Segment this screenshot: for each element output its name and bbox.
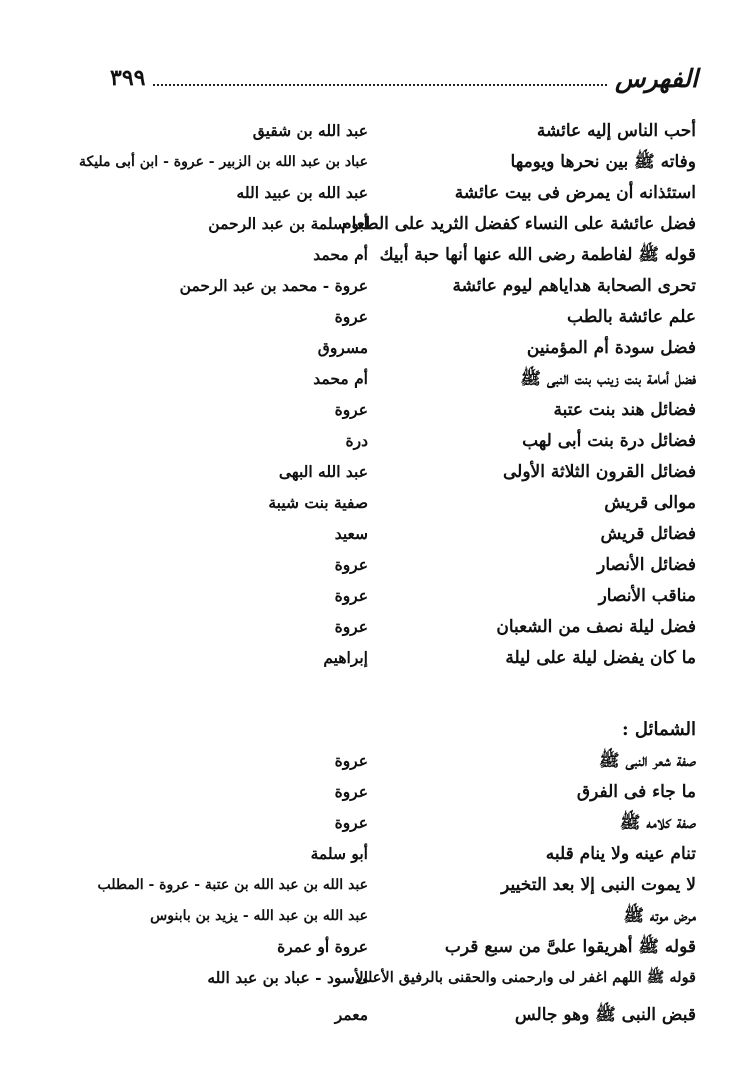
entry-narrator: عبد الله بن عبيد الله (236, 183, 368, 202)
entry-topic: قوله ﷺ أهريقوا علىَّ من سبع قرب (444, 937, 696, 957)
entry-narrator: أم محمد (313, 245, 368, 264)
entry-topic: وفاته ﷺ بين نحرها ويومها (510, 152, 696, 172)
index-row (0, 395, 747, 425)
entry-topic: تنام عينه ولا ينام قلبه (545, 844, 696, 864)
entry-narrator: أم محمد (313, 369, 368, 388)
index-row (0, 839, 747, 869)
entry-narrator: معمر (334, 1005, 368, 1024)
entry-narrator: عباد بن عبد الله بن الزبير - عروة - ابن أبى مليكة (78, 154, 368, 170)
section-heading: الشمائل : (622, 719, 696, 740)
entry-narrator: عروة (334, 751, 368, 770)
entry-topic: فضائل درة بنت أبى لهب (522, 431, 696, 451)
entry-topic: فضل ليلة نصف من الشعبان (496, 617, 696, 637)
entry-narrator: عروة - محمد بن عبد الرحمن (179, 276, 368, 295)
entry-narrator: عروة (334, 782, 368, 801)
index-row (0, 488, 747, 518)
entry-narrator: إبراهيم (323, 648, 368, 667)
entry-narrator: عبد الله البهى (278, 462, 368, 481)
entry-narrator: صفية بنت شيبة (268, 493, 368, 512)
index-row (0, 932, 747, 962)
entry-topic: فضائل الأنصار (597, 555, 696, 575)
index-row (0, 116, 747, 146)
index-row (0, 870, 747, 900)
entry-topic: مناقب الأنصار (598, 586, 696, 606)
entry-topic: فضائل هند بنت عتبة (553, 400, 696, 420)
index-row (0, 147, 747, 177)
index-row (0, 746, 747, 776)
entry-topic: قبض النبى ﷺ وهو جالس (514, 1005, 696, 1025)
entry-topic: صفة شعر النبى ﷺ (599, 751, 696, 771)
index-row (0, 302, 747, 332)
index-row (0, 901, 747, 931)
entry-narrator: سعيد (334, 524, 368, 543)
index-row (0, 550, 747, 580)
entry-narrator: مسروق (317, 338, 368, 357)
entry-topic: فضل سودة أم المؤمنين (526, 338, 696, 358)
page-title: الفهرس (614, 63, 698, 93)
index-row (0, 612, 747, 642)
page-number: ٣٩٩ (110, 65, 146, 91)
index-row (0, 178, 747, 208)
entry-narrator: عروة (334, 307, 368, 326)
entry-topic: موالى قريش (604, 493, 696, 513)
entry-topic: تحرى الصحابة هداياهم ليوم عائشة (452, 276, 696, 296)
index-row (0, 581, 747, 611)
entry-topic: صفة كلامه ﷺ (619, 813, 696, 833)
entry-topic: علم عائشة بالطب (567, 307, 696, 327)
entry-narrator: عروة (334, 555, 368, 574)
index-row (0, 457, 747, 487)
entry-topic: فضائل القرون الثلاثة الأولى (503, 462, 696, 482)
entry-topic: ما كان يفضل ليلة على ليلة (505, 648, 696, 668)
entry-topic: أحب الناس إليه عائشة (536, 121, 696, 141)
entry-narrator: الأسود - عباد بن عبد الله (207, 968, 368, 987)
entry-narrator: عبد الله بن عبد الله - يزيد بن بابنوس (150, 908, 368, 924)
entry-narrator: عروة (334, 813, 368, 832)
index-row (0, 271, 747, 301)
index-row (0, 519, 747, 549)
index-row (0, 333, 747, 363)
entry-topic: قوله ﷺ لفاطمة رضى الله عنها أنها حبة أبيك (379, 245, 696, 265)
index-row (0, 209, 747, 239)
entry-narrator: أبو سلمة بن عبد الرحمن (208, 214, 368, 233)
entry-topic: لا يموت النبى إلا بعد التخيير (501, 875, 696, 895)
index-row (0, 808, 747, 838)
entry-narrator: عبد الله بن شقيق (252, 121, 368, 140)
entry-topic: استئذانه أن يمرض فى بيت عائشة (454, 183, 696, 203)
index-row (0, 643, 747, 673)
entry-narrator: عبد الله بن عبد الله بن عتبة - عروة - المطلب (97, 877, 368, 893)
index-row (0, 963, 747, 993)
index-row (0, 426, 747, 456)
index-row (0, 240, 747, 270)
index-row (0, 1000, 747, 1030)
entry-narrator: عروة (334, 586, 368, 605)
entry-narrator: عروة (334, 400, 368, 419)
entry-topic: فضل عائشة على النساء كفضل الثريد على الطعام (341, 214, 696, 234)
entry-topic: فضائل قريش (600, 524, 696, 544)
index-row (0, 777, 747, 807)
entry-narrator: أبو سلمة (310, 844, 368, 863)
entry-topic: فضل أمامة بنت زينب بنت النبى ﷺ (520, 369, 696, 389)
entry-narrator: عروة (334, 617, 368, 636)
entry-narrator: درة (345, 431, 368, 450)
entry-topic: قوله ﷺ اللهم اغفر لى وارحمنى والحقنى بالرفيق الأعلى (355, 969, 696, 986)
index-row (0, 364, 747, 394)
entry-topic: مرض موته ﷺ (623, 906, 696, 926)
entry-narrator: عروة أو عمرة (277, 937, 368, 956)
entry-topic: ما جاء فى الفرق (576, 782, 696, 802)
